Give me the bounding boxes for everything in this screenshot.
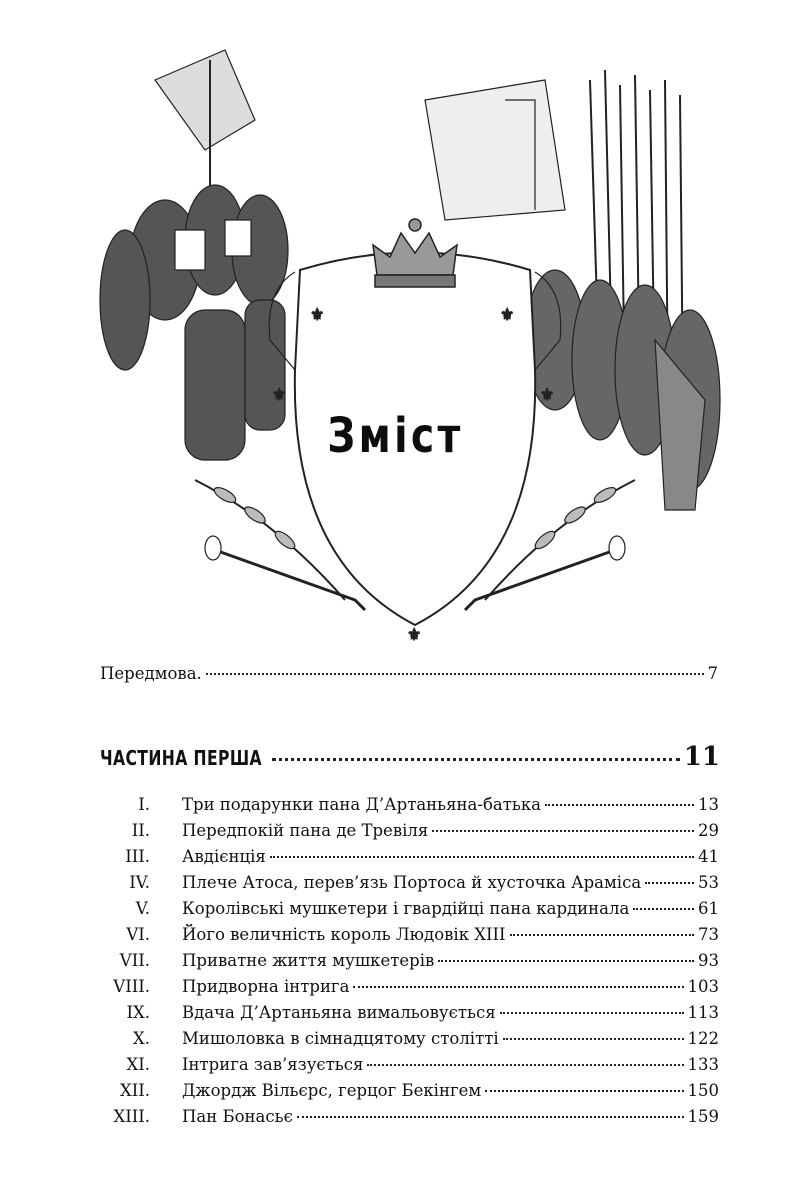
chapter-page: 13 (698, 795, 719, 814)
toc-preface[interactable] (100, 664, 718, 683)
chapter-number: V. (135, 899, 150, 918)
chapter-title: Вдача Д’Артаньяна вимальовується (182, 1003, 496, 1022)
chapter-number: VI. (126, 925, 150, 944)
chapter-item[interactable] (0, 1055, 791, 1081)
chapter-number: III. (125, 847, 150, 866)
chapter-item[interactable] (0, 899, 791, 925)
dot-leader (438, 960, 694, 962)
chapter-number: XIII. (113, 1107, 150, 1126)
dot-leader (353, 986, 683, 988)
part-page: 11 (683, 742, 720, 772)
page-title: Зміст (327, 408, 464, 464)
preface-page: 7 (707, 664, 718, 683)
dot-leader (633, 908, 694, 910)
preface-label: Передмова. (100, 664, 202, 683)
chapter-title: Джордж Вільєрс, герцог Бекінгем (182, 1081, 482, 1100)
chapter-number: VIII. (113, 977, 150, 996)
chapter-page: 113 (687, 1003, 719, 1022)
svg-text:⚜: ⚜ (310, 305, 325, 324)
chapter-item[interactable] (0, 821, 791, 847)
chapter-page: 61 (698, 899, 719, 918)
chapter-number: IX. (126, 1003, 150, 1022)
chapter-page: 103 (687, 977, 719, 996)
dot-leader (206, 673, 704, 675)
chapter-title: Придворна інтрига (182, 977, 350, 996)
dot-leader (545, 804, 694, 806)
chapter-page: 41 (698, 847, 719, 866)
chapter-page: 150 (687, 1081, 719, 1100)
chapter-title: Авдієнція (182, 847, 266, 866)
chapter-item[interactable] (0, 951, 791, 977)
dot-leader (500, 1012, 684, 1014)
svg-text:⚜: ⚜ (540, 385, 555, 404)
chapter-item[interactable] (0, 1029, 791, 1055)
chapter-page: 93 (698, 951, 719, 970)
svg-text:⚜: ⚜ (407, 625, 422, 644)
dot-leader (367, 1064, 683, 1066)
toc-part-one[interactable] (100, 742, 720, 772)
chapter-item[interactable] (0, 925, 791, 951)
chapter-title: Приватне життя мушкетерів (182, 951, 435, 970)
dot-leader (510, 934, 694, 936)
chapter-title: Передпокій пана де Тревіля (182, 821, 429, 840)
chapter-item[interactable] (0, 1081, 791, 1107)
dot-leader (297, 1116, 684, 1118)
dot-leader (485, 1090, 683, 1092)
chapter-item[interactable] (0, 977, 791, 1003)
svg-text:⚜: ⚜ (500, 305, 515, 324)
chapter-title: Королівські мушкетери і гвардійці пана кардинала (182, 899, 630, 918)
chapter-item[interactable] (0, 795, 791, 821)
chapter-title: Пан Бонасьє (182, 1107, 293, 1126)
dot-leader (432, 830, 694, 832)
chapter-title: Три подарунки пана Д’Артаньяна-батька (182, 795, 541, 814)
chapter-page: 159 (687, 1107, 719, 1126)
chapter-number: I. (138, 795, 150, 814)
dot-leader (270, 856, 694, 858)
chapter-page: 29 (698, 821, 719, 840)
chapter-item[interactable] (0, 1003, 791, 1029)
chapter-number: IV. (129, 873, 150, 892)
chapter-number: X. (133, 1029, 150, 1048)
frontispiece-illustration (95, 40, 735, 665)
dot-leader (272, 758, 680, 761)
chapter-number: XI. (126, 1055, 150, 1074)
chapter-page: 73 (698, 925, 719, 944)
chapter-item[interactable] (0, 1107, 791, 1133)
svg-text:⚜: ⚜ (272, 385, 287, 404)
chapter-item[interactable] (0, 847, 791, 873)
part-label: ЧАСТИНА ПЕРША (100, 746, 262, 770)
chapter-page: 122 (687, 1029, 719, 1048)
chapter-title: Його величність король Людовік XIII (182, 925, 506, 944)
chapter-title: Інтрига зав’язується (182, 1055, 364, 1074)
chapter-page: 53 (698, 873, 719, 892)
chapter-number: VII. (119, 951, 150, 970)
dot-leader (503, 1038, 684, 1040)
chapter-page: 133 (687, 1055, 719, 1074)
chapter-number: XII. (119, 1081, 150, 1100)
chapter-item[interactable] (0, 873, 791, 899)
chapter-title: Плече Атоса, перев’язь Портоса й хусточка Араміса (182, 873, 642, 892)
chapter-number: II. (131, 821, 150, 840)
chapter-title: Мишоловка в сімнадцятому столітті (182, 1029, 499, 1048)
dot-leader (645, 882, 694, 884)
